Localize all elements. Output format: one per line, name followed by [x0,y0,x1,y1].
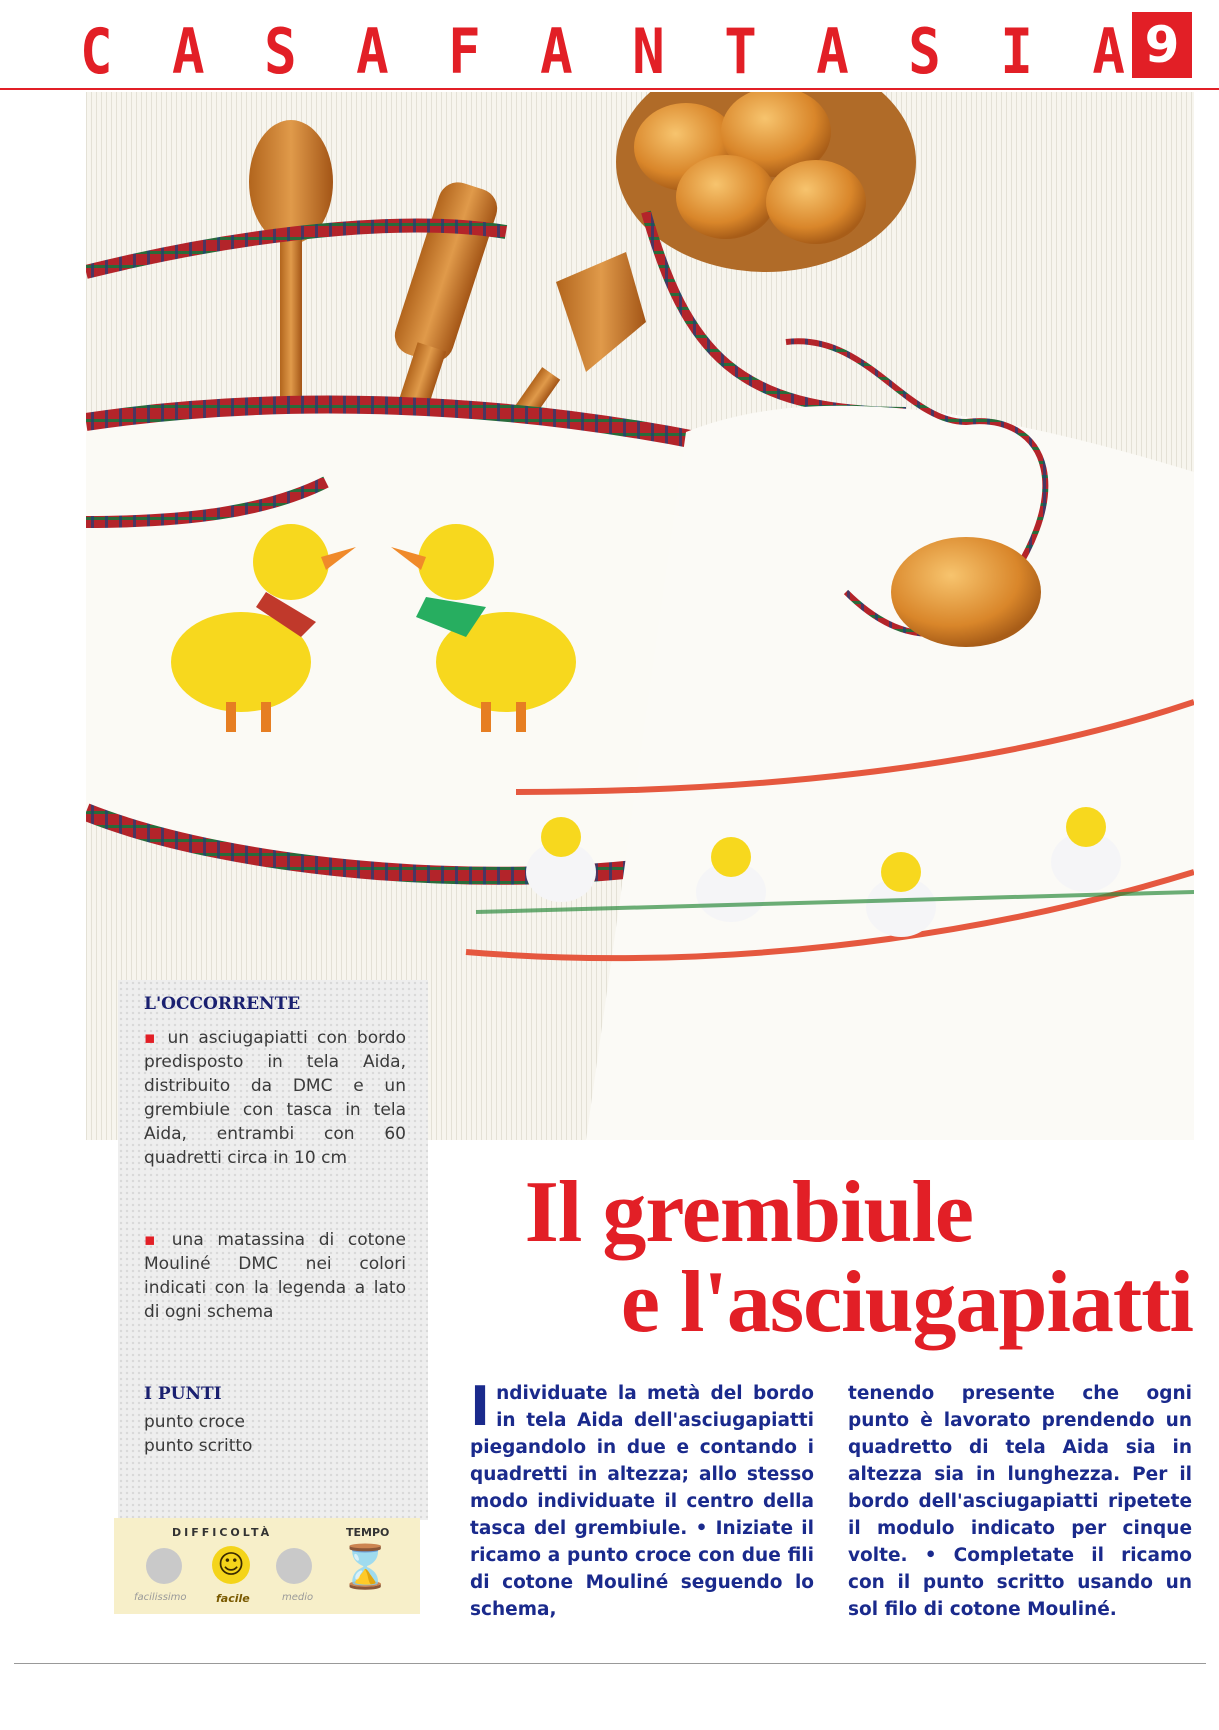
time-label: TEMPO [346,1526,390,1539]
facilissimo-face-icon [146,1548,182,1584]
page-header [0,0,1219,90]
medio-face-icon [276,1548,312,1584]
level-facile: facile [216,1592,250,1605]
brand-letter: C [80,14,113,88]
difficulty-label: DIFFICOLTÀ [172,1526,273,1539]
header-rule [0,88,1219,90]
brand-letter: S [908,14,941,88]
brand-letter: A [1092,14,1125,88]
level-medio: medio [282,1592,314,1603]
bullet-icon: ▪ [144,1230,164,1250]
materials-sidebar [118,980,428,1520]
brand-letter: A [816,14,849,88]
drop-cap: I [470,1375,491,1438]
column-2-text: tenendo presente che ogni punto è lavorato prendendo un quadretto di tela Aida sia in altezza sia in lunghezza. Per il bordo dell'asciugapiatti ripetete il modulo indicato per cinque volte. • Completate il ricamo con il punto scritto usando un sol filo di cotone Mouliné. [848,1383,1192,1620]
bullet-icon: ▪ [144,1028,160,1048]
column-1-text: ndividuate la metà del bordo in tela Aida dell'asciugapiatti piegandolo in due e contando i quadretti in altezza; allo stesso modo individuate il centro della tasca del grembiule. • Iniziate il ricamo a punto croce con due fili di cotone Mouliné seguendo lo schema, [470,1383,814,1620]
brand-letter: F [448,14,481,88]
materials-item [144,1026,406,1170]
materials-item [144,1228,406,1324]
materials-item-text: una matassina di cotone Mouliné DMC nei colori indicati con la legenda a lato di ogni schema [144,1230,406,1322]
brand-letter: A [356,14,389,88]
page-number: 9 [1132,12,1192,78]
materials-item-text: un asciugapiatti con bordo predisposto in tela Aida, distribuito da DMC e un grembiule con tasca in tela Aida, entrambi con 60 quadretti circa in 10 cm [144,1028,407,1168]
brand-letter: T [724,14,757,88]
stitch-item: punto scritto [144,1436,253,1456]
brand-letter: S [264,14,297,88]
title-line-2: e l'asciugapiatti [620,1254,1193,1351]
magazine-brand [80,15,1125,86]
article-title [433,1164,1193,1351]
brand-letter: I [1000,14,1033,88]
footer-rule [14,1663,1206,1664]
brand-letter: A [172,14,205,88]
brand-letter: A [540,14,573,88]
hourglass-icon: ⌛ [339,1542,392,1591]
level-facilissimo: facilissimo [134,1592,187,1603]
difficulty-panel [114,1518,420,1614]
occorrente-heading: L'OCCORRENTE [144,994,301,1014]
punti-heading: I PUNTI [144,1384,222,1404]
article-column-2 [848,1380,1192,1623]
title-line-1: Il grembiule [524,1164,973,1261]
brand-letter: N [632,14,665,88]
facile-face-icon: ☺ [212,1546,250,1584]
article-column-1 [470,1375,814,1623]
stitch-item: punto croce [144,1412,245,1432]
